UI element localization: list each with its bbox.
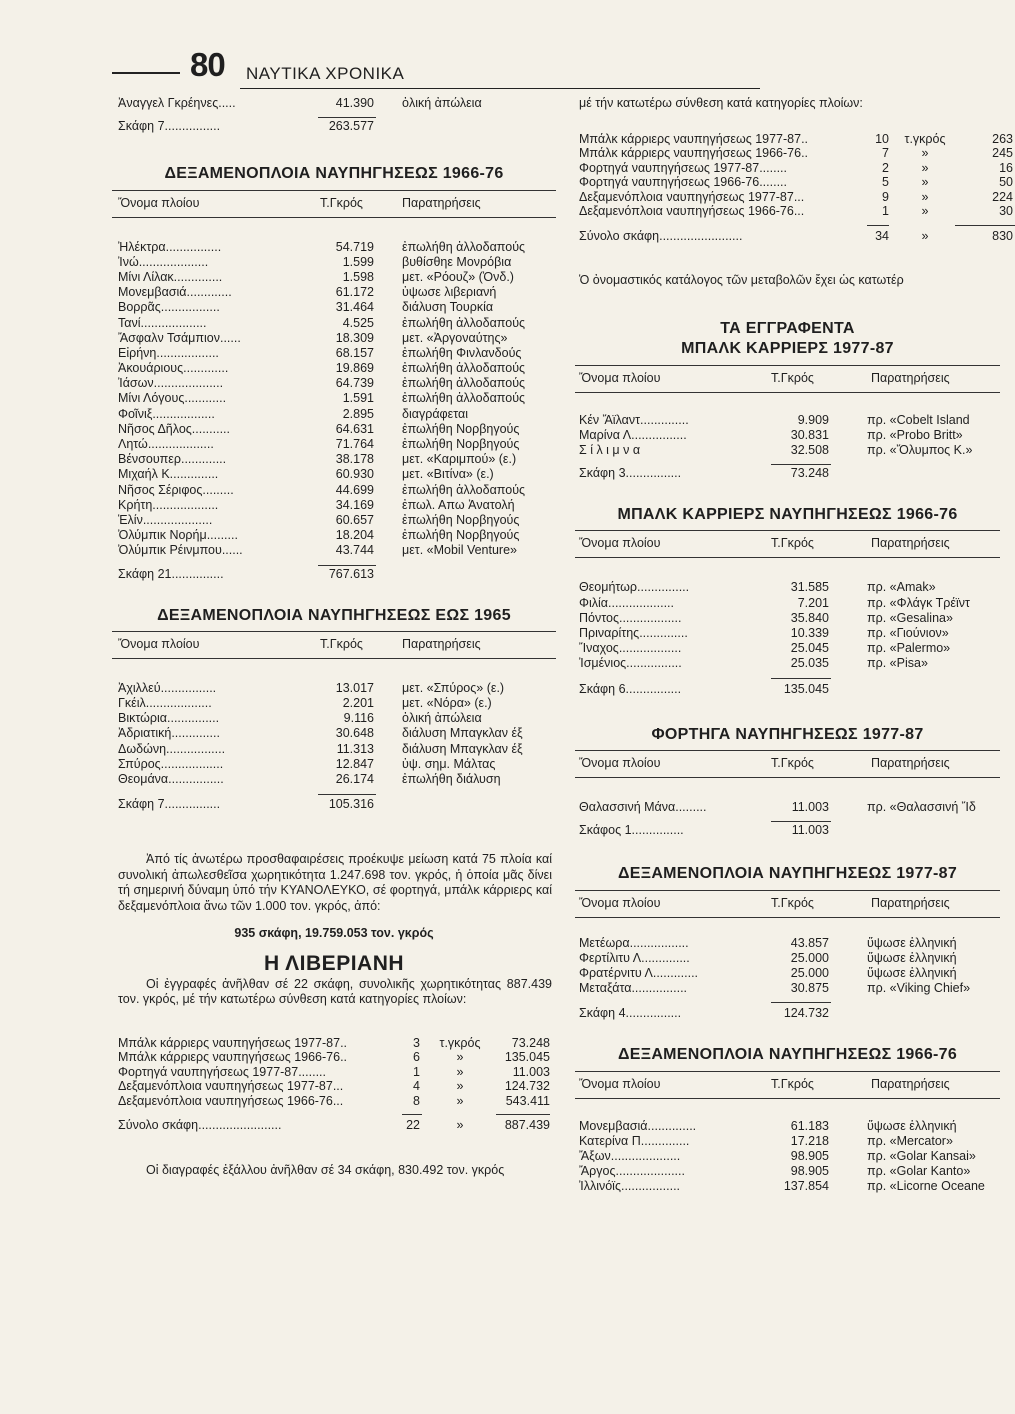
- table2-tonnage: 9.116: [343, 711, 374, 726]
- table1-note: ἐπωλήθη ἀλλοδαπούς: [402, 376, 526, 391]
- rt5-tonnage: 98.905: [790, 1164, 829, 1179]
- table1-ship-name: Κρήτη...................: [118, 497, 219, 512]
- rt2-tonnage: 25.035: [790, 656, 829, 671]
- composition-row: [112, 1036, 556, 1051]
- table1-tonnage: 60.657: [335, 512, 374, 527]
- rt5-row: [575, 1179, 1000, 1194]
- table1-ship-name: Εἰρήνη..................: [118, 345, 219, 360]
- right-composition-tonnage: 16: [999, 160, 1013, 175]
- composition-unit: τ.γκρός: [439, 1035, 481, 1050]
- table1-row: [112, 331, 556, 346]
- composition-unit: »: [456, 1093, 464, 1108]
- composition-tonnage: 135.045: [504, 1050, 550, 1065]
- table2-tonnage: 2.201: [342, 696, 374, 711]
- table1-tonnage: 64.739: [335, 376, 374, 391]
- rt4-header: Ὄνομα πλοίου Τ.Γκρός Παρατηρήσεις: [575, 890, 1000, 918]
- table1-note: διαγράφεται: [402, 406, 468, 421]
- table1-note: ἐπωλήθη ἀλλοδαπούς: [402, 361, 526, 376]
- table1-row: [112, 437, 556, 452]
- right-composition-unit: »: [921, 175, 929, 189]
- rt4-tonnage: 25.000: [790, 950, 829, 965]
- table2-tonnage: 12.847: [335, 756, 374, 771]
- table2-row: [112, 772, 556, 787]
- table1-ship-name: Ἠλέκτρα................: [118, 239, 222, 254]
- rt3-ship-name: Θαλασσινή Μάνα.........: [579, 799, 707, 814]
- table1-ship-name: Τανί...................: [118, 315, 207, 330]
- table2-tonnage: 26.174: [335, 772, 374, 787]
- rt1-note: πρ. «Probo Britt»: [867, 427, 963, 442]
- rt2-note: πρ. «Gesalina»: [867, 610, 953, 625]
- right-composition-label: Μπάλκ κάρριερς ναυπηγήσεως 1966-76..: [579, 146, 809, 160]
- composition-tonnage: 124.732: [504, 1079, 550, 1094]
- right-composition-unit: »: [921, 160, 929, 175]
- table1-ship-name: Ἀκουάριους.............: [118, 361, 229, 376]
- top-note: ὁλική ἀπώλεια: [402, 96, 482, 110]
- table2-ship-name: Ἀχιλλεύ................: [118, 680, 217, 695]
- rt5-note: πρ. «Licorne Oceane: [867, 1179, 985, 1194]
- rt1-row: [575, 443, 1000, 458]
- table1-header: Ὄνομα πλοίου Τ.Γκρός Παρατηρήσεις: [112, 190, 556, 218]
- magazine-title: ΝΑΥΤΙΚΑ ΧΡΟΝΙΚΑ: [246, 64, 405, 83]
- top-ship-name: Ἀναγγελ Γκρέηνες.....: [118, 96, 236, 110]
- table1-ship-name: Μίνι Λόγους............: [118, 391, 227, 406]
- right-composition-row: [575, 131, 1013, 147]
- table1-ship-name: Ἄσφαλν Τσάμπιον......: [118, 330, 241, 345]
- table1-row: [112, 543, 556, 558]
- table1-tonnage: 31.464: [335, 300, 374, 315]
- rt5-ship-name: Ἰλλινόϊς.................: [579, 1179, 681, 1194]
- table2-ship-name: Θεομάνα................: [118, 772, 224, 787]
- rt5-header: Ὄνομα πλοίου Τ.Γκρός Παρατηρήσεις: [575, 1071, 1000, 1099]
- table1-row: [112, 270, 556, 285]
- rt5-note: πρ. «Mercator»: [867, 1133, 953, 1148]
- rt4-row: [575, 951, 1000, 966]
- composition-tonnage: 543.411: [505, 1093, 550, 1108]
- table1-tonnage: 60.930: [335, 467, 374, 482]
- table1-note: ἐπωλήθη ἀλλοδαπούς: [402, 482, 526, 497]
- rt3-title: ΦΟΡΤΗΓΑ ΝΑΥΠΗΓΗΣΕΩΣ 1977-87: [651, 725, 924, 743]
- rt3-row: [575, 800, 1000, 815]
- rt5-row: [575, 1119, 1000, 1134]
- composition-row: [112, 1094, 556, 1109]
- table1-note: ἐπωλήθη Νορβηγούς: [402, 437, 520, 452]
- table1-row: [112, 285, 556, 300]
- right-composition-row: [575, 175, 1013, 190]
- composition-tonnage: 73.248: [511, 1035, 550, 1050]
- table1-note: μετ. «Βιτίνα» (ε.): [402, 467, 494, 482]
- table2-note: διάλυση Μπαγκλαν έξ: [402, 741, 523, 756]
- rt2-ship-name: Πόντος..................: [579, 610, 682, 625]
- rt2-row: [575, 626, 1000, 641]
- rt2-ship-name: Θεομήτωρ...............: [579, 580, 690, 595]
- right-composition-unit: »: [921, 189, 929, 204]
- table1-row: [112, 498, 556, 513]
- rt1-ship-name: Μαρίνα Λ................: [579, 427, 687, 442]
- rt3-tonnage: 11.003: [791, 799, 829, 814]
- table1-ship-name: Λητώ...................: [118, 437, 214, 452]
- right-composition-label: Φορτηγά ναυπηγήσεως 1977-87........: [579, 160, 787, 175]
- table2-ship-name: Σπύρος..................: [118, 756, 224, 771]
- table2-title: ΔΕΞΑΜΕΝΟΠΛΟΙΑ ΝΑΥΠΗΓΗΣΕΩΣ ΕΩΣ 1965: [157, 606, 511, 624]
- table2-ship-name: Βικτώρια...............: [118, 711, 220, 726]
- right-composition-tonnage: 224: [992, 189, 1013, 204]
- table1-tonnage: 61.172: [335, 285, 374, 300]
- composition-unit: »: [456, 1079, 464, 1094]
- table1-tonnage: 2.895: [342, 406, 374, 421]
- rt5-note: πρ. «Golar Kanto»: [867, 1164, 971, 1179]
- right-composition-row: [575, 204, 1013, 219]
- table1-ship-name: Νῆσος Δῆλος...........: [118, 421, 230, 436]
- liberian-heading: Η ΛΙΒΕΡΙΑΝΗ: [263, 951, 405, 975]
- rt1-note: πρ. «Ὄλυμπος Κ.»: [867, 442, 973, 457]
- composition-label: Μπάλκ κάρριερς ναυπηγήσεως 1977-87..: [118, 1035, 348, 1050]
- right-composition-count: 7: [882, 146, 889, 160]
- rt4-row: [575, 966, 1000, 981]
- page-number: 80: [190, 46, 225, 83]
- composition-row: [112, 1079, 556, 1094]
- composition-total: Σύνολο σκάφη........................ 22 » 887.439: [118, 1118, 550, 1133]
- table1-tonnage: 1.598: [342, 269, 374, 284]
- table1-tonnage: 18.309: [335, 330, 374, 345]
- table1-total: Σκάφη 21............... 767.613: [118, 566, 374, 581]
- rt1-ship-name: Σ ί λ ι μ ν α: [579, 442, 641, 457]
- rt4-row: [575, 936, 1000, 951]
- rt1-row: [575, 413, 1000, 428]
- rt4-row: [575, 981, 1000, 996]
- table1-row: [112, 300, 556, 315]
- right-column: [575, 96, 1013, 1195]
- table1-tonnage: 71.764: [335, 437, 374, 452]
- rt2-note: πρ. «Pisa»: [867, 656, 928, 671]
- table2-row: [112, 696, 556, 711]
- table2-tonnage: 11.313: [336, 741, 374, 756]
- table1-tonnage: 4.525: [342, 315, 374, 330]
- table1-ship-name: Μίνι Λίλακ..............: [118, 269, 223, 284]
- composition-count: 8: [413, 1093, 420, 1108]
- top-row: [112, 96, 556, 111]
- rt4-note: πρ. «Viking Chief»: [867, 981, 971, 996]
- rt4-ship-name: Φερτίλιτυ Λ..............: [579, 950, 690, 965]
- table2-ship-name: Ἀδριατική..............: [118, 726, 220, 741]
- table1-title: ΔΕΞΑΜΕΝΟΠΛΟΙΑ ΝΑΥΠΗΓΗΣΕΩΣ 1966-76: [164, 165, 504, 183]
- right-composition-count: 9: [882, 189, 889, 204]
- rt1-total: Σκάφη 3................ 73.248: [579, 466, 829, 481]
- right-composition-total: Σύνολο σκάφη........................ 34 » 830: [579, 228, 1013, 243]
- rt2-note: πρ. «Φλάγκ Τρέϊντ: [867, 595, 970, 610]
- table2-header: Ὄνομα πλοίου Τ.Γκρός Παρατηρήσεις: [112, 631, 556, 659]
- table2-tonnage: 13.017: [335, 680, 374, 695]
- table1-note: μετ. «Ρόουζ» (Ὀνδ.): [402, 269, 514, 284]
- rt2-tonnage: 35.840: [790, 610, 829, 625]
- composition-row: [112, 1050, 556, 1065]
- rt4-title: ΔΕΞΑΜΕΝΟΠΛΟΙΑ ΝΑΥΠΗΓΗΣΕΩΣ 1977-87: [617, 865, 958, 883]
- table2-tonnage: 30.648: [335, 726, 374, 741]
- rt2-tonnage: 31.585: [790, 580, 829, 595]
- table1-note: μετ. «Ἀργοναύτης»: [402, 330, 508, 345]
- right-composition-tonnage: 263: [992, 131, 1013, 146]
- table1-row: [112, 407, 556, 422]
- rt2-row: [575, 611, 1000, 626]
- rt4-note: ὕψωσε ἑλληνική: [867, 965, 957, 980]
- left-column: [112, 96, 556, 1178]
- table1-row: [112, 513, 556, 528]
- rt2-row: [575, 596, 1000, 611]
- rt5-row: [575, 1164, 1000, 1179]
- composition-count: 3: [413, 1035, 420, 1050]
- rt5-row: [575, 1134, 1000, 1149]
- rt1-ship-name: Κέν Ἄϊλαντ..............: [579, 412, 689, 427]
- table1-tonnage: 34.169: [335, 497, 374, 512]
- table1-note: ὑψωσε λιβεριανή: [402, 285, 497, 300]
- rt2-row: [575, 656, 1000, 671]
- rt4-ship-name: Φρατέρνιτυ Λ.............: [579, 965, 699, 980]
- right-composition-tonnage: 30: [999, 204, 1013, 218]
- table1-tonnage: 64.631: [335, 421, 374, 436]
- table2-row: [112, 711, 556, 726]
- right-composition-count: 10: [875, 131, 889, 146]
- rt3-total: Σκάφος 1............... 11.003: [579, 823, 829, 838]
- table2-ship-name: Γκέιλ...................: [118, 696, 212, 711]
- rt2-note: πρ. «Palermo»: [867, 641, 951, 656]
- table1-row: [112, 240, 556, 255]
- right-composition-row: [575, 160, 1013, 176]
- rt5-ship-name: Κατερίνα Π..............: [579, 1133, 690, 1148]
- right-composition-row: [575, 146, 1013, 161]
- paragraph-registrations: Οἱ ἐγγραφές ἀνῆλθαν σέ 22 σκάφη, συνολικῆς χωρητικότητας 887.439 τον. γκρός, μέ τήν κατωτέρω σύνθεση κατά κατηγορίες πλοίων:: [118, 976, 552, 1007]
- table1-tonnage: 19.869: [335, 361, 374, 376]
- registered-title-1: ΤΑ ΕΓΓΡΑΦΕΝΤΑ: [720, 319, 855, 337]
- table1-note: ἐπωλ. Απω Ἀνατολή: [402, 497, 515, 512]
- rt2-ship-name: Ἰσμένιος................: [579, 656, 682, 671]
- rt4-total: Σκάφη 4................ 124.732: [579, 1006, 829, 1021]
- table2-note: μετ. «Νόρα» (ε.): [402, 696, 492, 711]
- right-composition-label: Φορτηγά ναυπηγήσεως 1966-76........: [579, 175, 787, 189]
- table1-tonnage: 68.157: [335, 345, 374, 360]
- table1-tonnage: 18.204: [335, 528, 374, 543]
- table1-ship-name: Μιχαήλ Κ..............: [118, 467, 219, 482]
- composition-label: Δεξαμενόπλοια ναυπηγήσεως 1966-76...: [118, 1093, 344, 1108]
- table1-row: [112, 391, 556, 406]
- composition-count: 4: [413, 1079, 420, 1094]
- right-intro: μέ τήν κατωτέρω σύνθεση κατά κατηγορίες πλοίων:: [579, 96, 863, 110]
- rt5-ship-name: Ἄξων....................: [579, 1149, 681, 1164]
- rt2-header: Ὄνομα πλοίου Τ.Γκρός Παρατηρήσεις: [575, 530, 1000, 558]
- rt2-note: πρ. «Γιούνιον»: [867, 626, 949, 641]
- rt4-tonnage: 30.875: [790, 981, 829, 996]
- table1-ship-name: Ὀλύμπικ Νορήμ.........: [118, 528, 238, 543]
- composition-unit: »: [456, 1064, 464, 1079]
- rt4-note: ὕψωσε ἑλληνική: [867, 935, 957, 950]
- paragraph-reduction: Ἀπό τίς ἀνωτέρω προσθαφαιρέσεις προέκυψε μείωση κατά 75 πλοία καί συνολική ἀπωλεσθεῖσα χωρητικότητα 1.247.698 τον. γκρός, ἡ ὁποία μᾶς δίνει τή σημερινή δύναμη ὑπό τήν ΚΥΑΝΟΛΕΥΚΟ, σέ φορτηγά, μπάλκ κάρριερς καί δεξαμενόπλοια ἄνω τῶν 1.000 τον. γκρός, ἀπό:: [118, 852, 552, 913]
- composition-label: Φορτηγά ναυπηγήσεως 1977-87........: [118, 1064, 326, 1079]
- table2-row: [112, 742, 556, 757]
- table1-note: μετ. «Καριμπού» (ε.): [402, 452, 517, 467]
- composition-tonnage: 11.003: [512, 1064, 550, 1079]
- catalog-note: Ὁ ὀνομαστικός κατάλογος τῶν μεταβολῶν ἔχει ὡς κατωτέρ: [579, 273, 904, 287]
- right-composition-count: 5: [882, 175, 889, 189]
- right-composition-unit: »: [921, 146, 929, 160]
- table1-tonnage: 1.591: [342, 391, 374, 406]
- table2-note: ἐπωλήθη διάλυση: [402, 772, 501, 787]
- right-composition-tonnage: 245: [992, 146, 1013, 160]
- table1-row: [112, 467, 556, 482]
- rt2-tonnage: 7.201: [797, 595, 829, 610]
- table1-ship-name: Φοῖνιξ..................: [118, 406, 215, 421]
- table1-note: ἐπωλήθη Φινλανδούς: [402, 345, 522, 360]
- rt1-tonnage: 30.831: [790, 427, 829, 442]
- rt5-ship-name: Μονεμβασιά..............: [579, 1118, 697, 1133]
- rt1-tonnage: 9.909: [797, 412, 829, 427]
- rt3-note: πρ. «Θαλασσινή Ἴδ: [867, 799, 976, 814]
- rt5-tonnage: 137.854: [783, 1179, 829, 1194]
- header-rule-right: [240, 88, 760, 89]
- table2-row: [112, 681, 556, 696]
- rt2-row: [575, 580, 1000, 595]
- right-composition-count: 2: [882, 160, 889, 175]
- rt2-note: πρ. «Amak»: [867, 580, 936, 595]
- rt2-tonnage: 25.045: [790, 641, 829, 656]
- paragraph-deletions: Οἱ διαγραφές ἐξάλλου ἀνῆλθαν σέ 34 σκάφη, 830.492 τον. γκρός: [146, 1162, 505, 1177]
- rt1-header: Ὄνομα πλοίου Τ.Γκρός Παρατηρήσεις: [575, 365, 1000, 393]
- rt5-tonnage: 17.218: [790, 1133, 829, 1148]
- rt4-tonnage: 25.000: [790, 965, 829, 980]
- table1-ship-name: Ἰάσων....................: [118, 376, 224, 391]
- table1-tonnage: 1.599: [342, 254, 374, 269]
- rt2-title: ΜΠΑΛΚ ΚΑΡΡΙΕΡΣ ΝΑΥΠΗΓΗΣΕΩΣ 1966-76: [617, 506, 958, 524]
- table2-total: Σκάφη 7................ 105.316: [118, 797, 374, 812]
- table1-row: [112, 361, 556, 376]
- table1-ship-name: Βορρᾶς.................: [118, 300, 220, 315]
- table1-row: [112, 255, 556, 270]
- rt4-tonnage: 43.857: [790, 935, 829, 950]
- table1-tonnage: 38.178: [335, 452, 374, 467]
- rt5-note: ὕψωσε ἑλληνική: [867, 1118, 957, 1133]
- table1-row: [112, 346, 556, 361]
- table1-ship-name: Μονεμβασιά.............: [118, 285, 232, 300]
- right-composition-row: [575, 189, 1013, 205]
- table2-note: μετ. «Σπύρος» (ε.): [402, 680, 505, 695]
- table1-note: ἐπωλήθη Νορβηγούς: [402, 421, 520, 436]
- composition-count: 6: [413, 1050, 420, 1065]
- rt5-tonnage: 98.905: [790, 1149, 829, 1164]
- rt2-ship-name: Φιλία...................: [579, 595, 674, 610]
- right-composition-tonnage: 50: [999, 175, 1013, 189]
- table1-row: [112, 376, 556, 391]
- table2-row: [112, 726, 556, 741]
- table1-ship-name: Ἑλίν....................: [118, 512, 213, 527]
- table1-note: ἐπωλήθη Νορβηγούς: [402, 528, 520, 543]
- right-composition-count: 1: [882, 204, 889, 218]
- rt1-tonnage: 32.508: [790, 442, 829, 457]
- rt5-row: [575, 1149, 1000, 1164]
- rt1-note: πρ. «Cobelt Island: [867, 412, 970, 427]
- table1-ship-name: Ὀλύμπικ Ρέινμπου......: [118, 543, 243, 558]
- rt4-ship-name: Μεταξάτα................: [579, 981, 688, 996]
- rt2-row: [575, 641, 1000, 656]
- header-rule-left: [112, 72, 180, 74]
- composition-count: 1: [413, 1064, 420, 1079]
- table2-note: ὑψ. σημ. Μάλτας: [402, 756, 496, 771]
- rt1-row: [575, 428, 1000, 443]
- right-composition-label: Μπάλκ κάρριερς ναυπηγήσεως 1977-87..: [579, 131, 809, 146]
- composition-label: Δεξαμενόπλοια ναυπηγήσεως 1977-87...: [118, 1079, 344, 1094]
- rt2-total: Σκάφη 6................ 135.045: [579, 681, 829, 696]
- table1-row: [112, 483, 556, 498]
- table2-row: [112, 757, 556, 772]
- composition-unit: »: [456, 1050, 464, 1065]
- table1-ship-name: Νῆσος Σέριφος.........: [118, 482, 234, 497]
- rt2-tonnage: 10.339: [790, 626, 829, 641]
- table1-row: [112, 422, 556, 437]
- right-composition-label: Δεξαμενόπλοια ναυπηγήσεως 1977-87...: [579, 189, 805, 204]
- table2-note: διάλυση Μπαγκλαν έξ: [402, 726, 523, 741]
- top-tonnage: 41.390: [335, 96, 374, 110]
- table2-ship-name: Δωδώνη.................: [118, 741, 226, 756]
- table1-row: [112, 528, 556, 543]
- registered-title-2: ΜΠΑΛΚ ΚΑΡΡΙΕΡΣ 1977-87: [681, 339, 894, 357]
- table1-note: βυθίσθηε Μονρόβια: [402, 254, 512, 269]
- right-composition-unit: »: [921, 204, 929, 218]
- rt4-ship-name: Μετέωρα.................: [579, 935, 689, 950]
- rt4-note: ὕψωσε ἑλληνική: [867, 950, 957, 965]
- fleet-summary: 935 σκάφη, 19.759.053 τον. γκρός: [234, 926, 434, 941]
- table1-row: [112, 452, 556, 467]
- composition-row: [112, 1065, 556, 1080]
- table1-note: ἐπωλήθη Νορβηγούς: [402, 512, 520, 527]
- table1-tonnage: 54.719: [335, 239, 374, 254]
- rt2-ship-name: Πριναρίτης..............: [579, 626, 688, 641]
- table1-ship-name: Βένσουπερ.............: [118, 452, 227, 467]
- rt5-tonnage: 61.183: [790, 1118, 829, 1133]
- rt3-header: Ὄνομα πλοίου Τ.Γκρός Παρατηρήσεις: [575, 750, 1000, 778]
- right-composition-label: Δεξαμενόπλοια ναυπηγήσεως 1966-76...: [579, 204, 805, 218]
- table1-tonnage: 44.699: [335, 482, 374, 497]
- rt5-note: πρ. «Golar Kansai»: [867, 1149, 976, 1164]
- table2-note: ὁλική ἀπώλεια: [402, 711, 482, 726]
- composition-label: Μπάλκ κάρριερς ναυπηγήσεως 1966-76..: [118, 1050, 348, 1065]
- table1-note: ἐπωλήθη ἀλλοδαπούς: [402, 315, 526, 330]
- table1-note: ἐπωλήθη ἀλλοδαπούς: [402, 391, 526, 406]
- table1-note: ἐπωλήθη ἀλλοδαπούς: [402, 239, 526, 254]
- table1-row: [112, 316, 556, 331]
- right-composition-unit: τ.γκρός: [904, 131, 946, 146]
- table1-note: διάλυση Τουρκία: [402, 300, 494, 315]
- rt5-ship-name: Ἄργος....................: [579, 1164, 685, 1179]
- table1-ship-name: Ἰνώ....................: [118, 254, 209, 269]
- table1-note: μετ. «Mobil Venture»: [402, 543, 517, 558]
- rt2-ship-name: Ἴναχος..................: [579, 641, 682, 656]
- top-total-row: Σκάφη 7................ 263.577: [118, 119, 374, 134]
- rt5-title: ΔΕΞΑΜΕΝΟΠΛΟΙΑ ΝΑΥΠΗΓΗΣΕΩΣ 1966-76: [617, 1046, 958, 1064]
- table1-tonnage: 43.744: [335, 543, 374, 558]
